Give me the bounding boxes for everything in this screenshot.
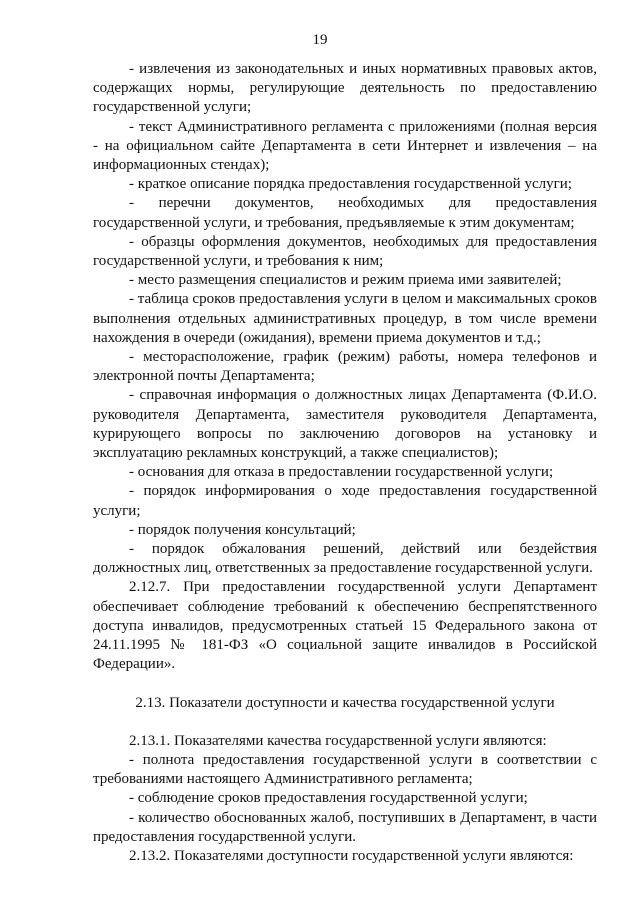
list-item: - порядок получения консультаций; xyxy=(129,521,356,538)
list-item: - место размещения специалистов и режим приема ими заявителей; xyxy=(129,272,562,289)
list-item: - порядок обжалования решений, действий или бездействия должностных лиц, ответственных за предоставление государственной услуги. xyxy=(93,541,597,577)
list-item: - текст Административного регламента с приложениями (полная версия - на официальном сайте Департамента в сети Интернет и извлечения – на информационных стендах); xyxy=(93,118,597,174)
paragraph-2-12-7: 2.12.7. При предоставлении государственной услуги Департамент обеспечивает соблюдение требований к обеспечению беспрепятственного доступа инвалидов, предусмотренных статьей 15 Федерального закона от 24.11.1995 № 181-ФЗ «О социальной защите инвалидов в Российской Федерации». xyxy=(93,579,597,673)
list-item: - основания для отказа в предоставлении государственной услуги; xyxy=(129,464,554,481)
list-item: - краткое описание порядка предоставления государственной услуги; xyxy=(129,176,572,193)
paragraph-2-13-1: 2.13.1. Показателями качества государственной услуги являются: xyxy=(129,732,547,749)
list-item: - месторасположение, график (режим) работы, номера телефонов и электронной почты Департамента; xyxy=(93,349,597,385)
list-item: - количество обоснованных жалоб, поступивших в Департамент, в части предоставления государственной услуги. xyxy=(93,809,597,845)
paragraph-2-13-2: 2.13.2. Показателями доступности государственной услуги являются: xyxy=(129,847,574,864)
list-item: - справочная информация о должностных лицах Департамента (Ф.И.О. руководителя Департамента, заместителя руководителя Департамента, курирующего вопросы по заключению договоров на установку и эксплуатацию рекламных конструкций, а также специалистов); xyxy=(93,387,597,462)
page-number: 19 xyxy=(312,32,328,48)
list-item: - таблица сроков предоставления услуги в целом и максимальных сроков выполнения отдельных административных процедур, в том числе времени нахождения в очереди (ожидания), времени приема документов и т.д.; xyxy=(93,291,597,346)
list-item: - полнота предоставления государственной услуги в соответствии с требованиями настоящего Административного регламента; xyxy=(93,751,597,788)
section-heading: 2.13. Показатели доступности и качества государственной услуги xyxy=(135,694,555,711)
list-item: - извлечения из законодательных и иных нормативных правовых актов, содержащих нормы, регулирующие деятельность по предоставлению государственной услуги; xyxy=(93,61,597,116)
list-item: - соблюдение сроков предоставления государственной услуги; xyxy=(129,790,528,807)
document-body xyxy=(93,60,597,866)
list-item: - образцы оформления документов, необходимых для предоставления государственной услуги, и требования к ним; xyxy=(93,233,597,270)
list-item: - порядок информирования о ходе предоставления государственной услуги; xyxy=(93,483,597,519)
list-item: - перечни документов, необходимых для предоставления государственной услуги, и требования, предъявляемые к этим документам; xyxy=(93,195,597,231)
